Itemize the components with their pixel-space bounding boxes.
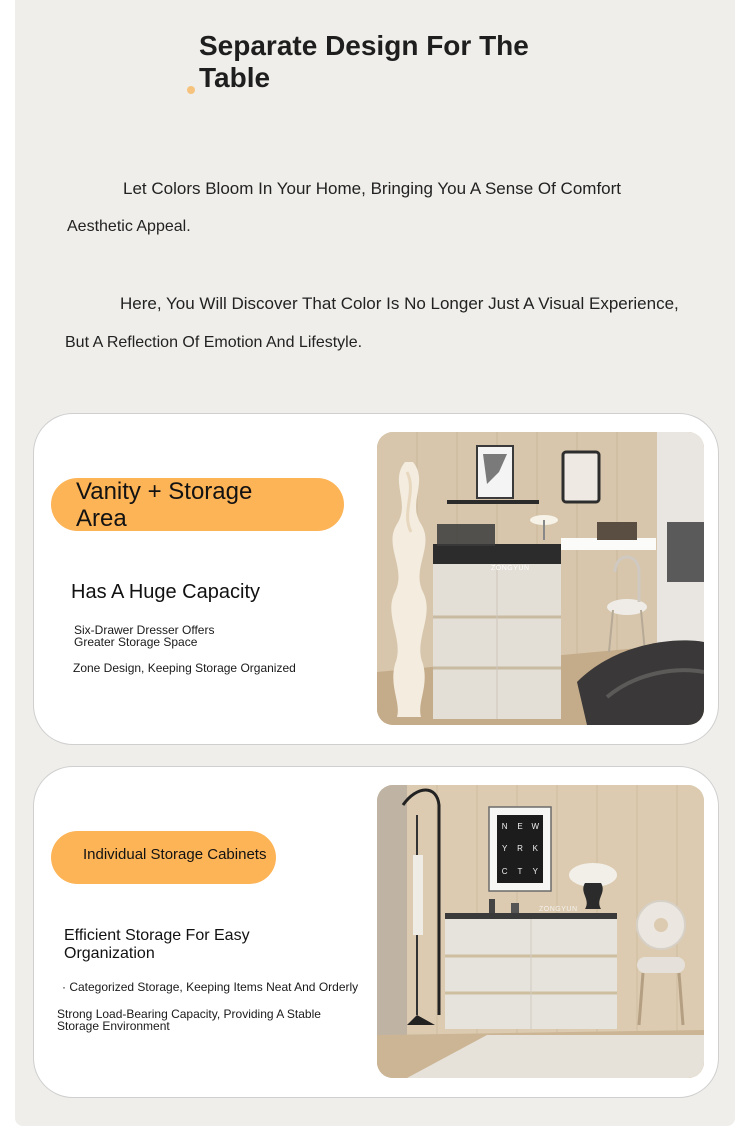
poster-letter: Y <box>532 867 538 877</box>
feature-badge-label <box>76 478 252 532</box>
card-heading: Has A Huge Capacity <box>71 581 260 603</box>
feature-badge-label: Individual Storage Cabinets <box>83 846 267 863</box>
intro-paragraph-1-line-1: Let Colors Bloom In Your Home, Bringing You A Sense Of Comfort <box>123 179 622 198</box>
poster-letter: K <box>532 844 538 854</box>
vanity-photo-illustration <box>377 432 704 725</box>
photo-brand-label: ZONGYUN <box>491 565 530 572</box>
card-point-1: · Categorized Storage, Keeping Items Neat And Orderly <box>62 980 359 994</box>
card-point-1 <box>74 624 214 648</box>
intro-paragraph-2-line-2: But A Reflection Of Emotion And Lifestyle. <box>65 334 363 351</box>
card-point-2-line-2: Storage Environment <box>57 1019 170 1033</box>
card-point-2-line-1: Strong Load-Bearing Capacity, Providing A Stable <box>57 1007 321 1021</box>
poster-letter: C <box>501 867 508 877</box>
decorative-dot <box>187 86 195 94</box>
vanity-photo <box>377 432 704 725</box>
poster-letter: Y <box>501 844 508 854</box>
feature-badge-line-1: Vanity + Storage <box>76 478 253 505</box>
poster-letter: E <box>517 821 523 831</box>
card-point-1-line-1: Six-Drawer Dresser Offers <box>74 623 215 637</box>
wall-poster-letters <box>497 815 543 883</box>
poster-letter: R <box>517 844 523 854</box>
intro-paragraph-2-line-1: Here, You Will Discover That Color Is No Longer Just A Visual Experience, <box>120 294 679 313</box>
poster-letter: N <box>501 821 508 831</box>
page-title-line-1: Separate Design For The <box>199 30 529 61</box>
feature-badge-line-2: Area <box>76 505 127 532</box>
card-heading <box>64 927 250 963</box>
feature-card-vanity <box>33 413 719 745</box>
page-title <box>199 30 559 94</box>
cabinet-photo <box>377 785 704 1078</box>
photo-brand-label: ZONGYUN <box>539 906 578 913</box>
feature-card-cabinets <box>33 766 719 1098</box>
page-title-line-2: Table <box>199 62 271 93</box>
card-point-2: Zone Design, Keeping Storage Organized <box>73 661 296 675</box>
card-point-1-line-2: Greater Storage Space <box>74 635 198 649</box>
intro-paragraph-1-line-2: Aesthetic Appeal. <box>67 218 191 235</box>
poster-letter: T <box>517 867 523 877</box>
poster-letter: W <box>531 821 540 831</box>
card-point-2 <box>57 1008 321 1032</box>
card-heading-line-2: Organization <box>64 945 155 962</box>
card-heading-line-1: Efficient Storage For Easy <box>64 927 250 944</box>
